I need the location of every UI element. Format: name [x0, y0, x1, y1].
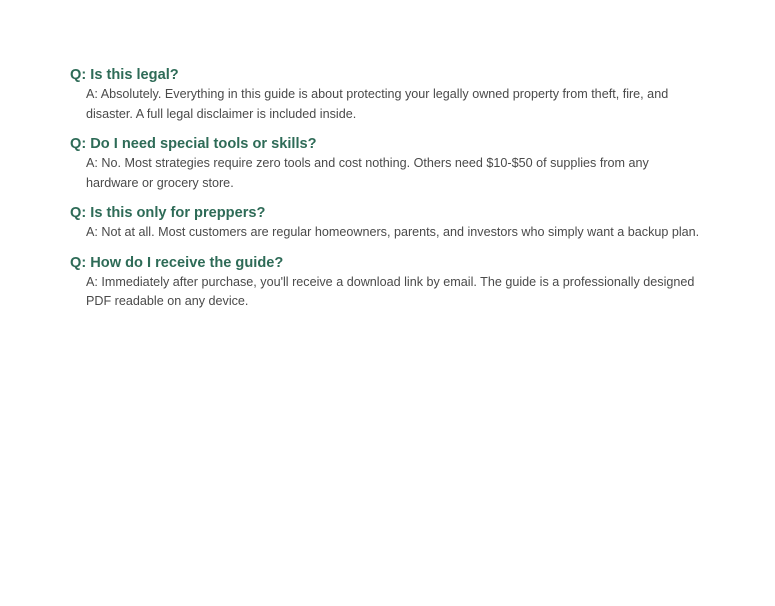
faq-item-delivery: [70, 254, 700, 312]
faq-answer: A: Absolutely. Everything in this guide is about protecting your legally owned property from theft, fire, and disaster. A full legal disclaimer is included inside.: [86, 87, 669, 121]
faq-item-legal: [70, 66, 700, 124]
faq-answer: A: Immediately after purchase, you'll receive a download link by email. The guide is a professionally designed PDF readable on any device.: [86, 274, 695, 308]
faq-question: Q: Is this legal?: [70, 67, 179, 83]
faq-item-preppers: [70, 204, 700, 243]
faq-question: Q: Is this only for preppers?: [70, 205, 266, 221]
faq-answer: A: Not at all. Most customers are regular homeowners, parents, and investors who simply want a backup plan.: [86, 225, 700, 239]
faq-section: [70, 66, 700, 323]
faq-question: Q: How do I receive the guide?: [70, 254, 284, 271]
faq-answer: A: No. Most strategies require zero tools and cost nothing. Others need $10-$50 of supplies from any hardware or grocery store.: [86, 156, 649, 190]
faq-item-tools: [70, 135, 700, 193]
faq-question: Q: Do I need special tools or skills?: [70, 136, 317, 152]
